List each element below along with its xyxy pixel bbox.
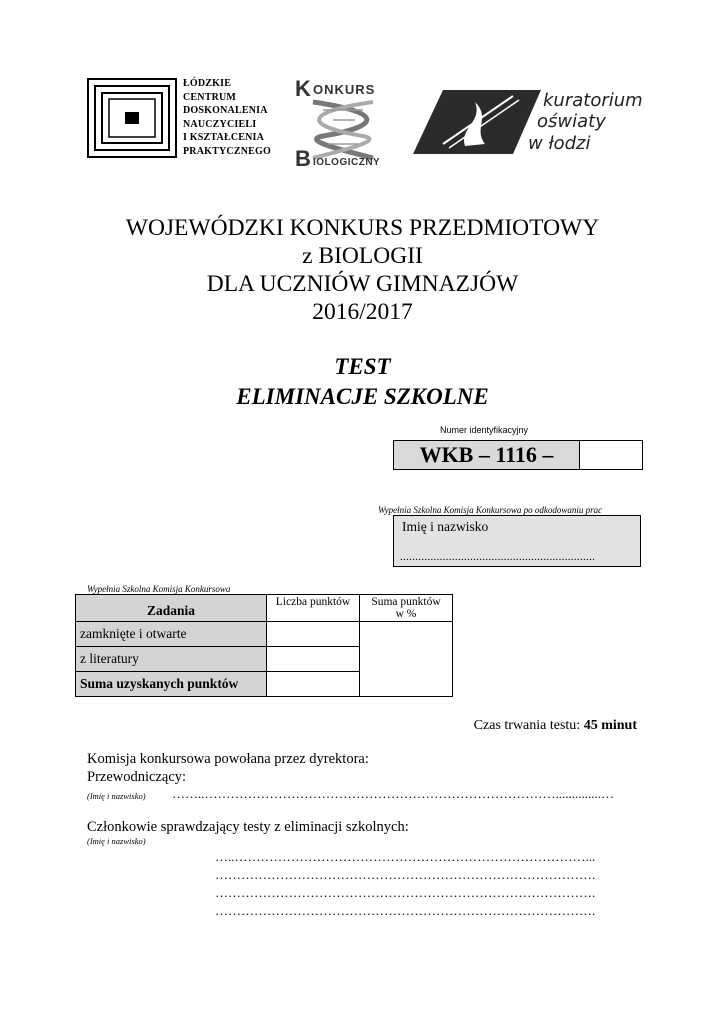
institution-line: I KSZTAŁCENIA	[183, 132, 265, 143]
id-suffix-field[interactable]	[580, 441, 642, 469]
w-lodzi-word: w łodzi	[528, 133, 591, 154]
chair-name-note: (Imię i nazwisko)	[87, 791, 146, 801]
test-heading	[0, 352, 725, 412]
kuratorium-oswiaty-logo	[413, 84, 643, 156]
commission-intro: Komisja konkursowa powołana przez dyrektora:	[87, 751, 369, 767]
oswiaty-word: oświaty	[537, 111, 606, 132]
member-signature-line[interactable]: …..………………………………………………………………………...	[215, 849, 596, 864]
member-signature-line[interactable]: …………………………………………………………………………….	[215, 885, 596, 900]
duration-value: 45 minut	[583, 718, 637, 733]
logo-initial-b: B	[295, 146, 311, 168]
name-label: Imię i nazwisko	[402, 519, 489, 534]
title-line: DLA UCZNIÓW GIMNAZJÓW	[206, 271, 519, 297]
institution-line: CENTRUM	[183, 91, 237, 103]
id-number-box	[393, 440, 643, 470]
row-label-literatura: z literatury	[76, 647, 267, 672]
test-title: TEST	[334, 354, 391, 379]
ldkn-institution-name	[183, 77, 271, 158]
institution-line: DOSKONALENIA	[183, 105, 268, 116]
title-line: z BIOLOGII	[302, 243, 423, 269]
member-signature-line[interactable]: …………………………………………………………………………….	[215, 867, 596, 882]
kuratorium-word: kuratorium	[543, 90, 643, 111]
name-caption: Wypełnia Szkolna Komisja Konkursowa po odkodowaniu prac	[378, 505, 603, 515]
logo-text-konkurs: ONKURS	[313, 82, 376, 97]
name-field-box[interactable]	[393, 515, 641, 567]
institution-line: NAUCZYCIELI	[183, 118, 257, 130]
table-row	[76, 622, 453, 647]
chair-signature-line[interactable]: ……..………………………………………………………………………..............…	[172, 786, 614, 801]
title-year: 2016/2017	[312, 299, 413, 325]
points-cell-suma[interactable]	[267, 672, 360, 697]
member-signature-line[interactable]: …………………………………………………………………………….	[215, 903, 596, 918]
members-label: Członkowie sprawdzający testy z eliminacji szkolnych:	[87, 819, 409, 835]
competition-title	[0, 214, 725, 326]
test-duration	[474, 718, 637, 734]
header-zadania: Zadania	[76, 595, 267, 622]
chair-label: Przewodniczący:	[87, 769, 187, 785]
header-suma-line: Suma punktów	[371, 596, 441, 608]
duration-label: Czas trwania testu:	[473, 718, 584, 733]
institution-line: ŁÓDZKIE	[183, 78, 232, 89]
institution-line: PRAKTYCZNEGO	[183, 145, 271, 157]
score-table	[75, 594, 453, 697]
title-line: WOJEWÓDZKI KONKURS PRZEDMIOTOWY	[125, 215, 600, 241]
ldkn-square-logo	[87, 78, 177, 158]
table-row	[76, 595, 453, 622]
name-dots-line: ................................................................	[400, 551, 596, 563]
header-liczba-punktow: Liczba punktów	[267, 595, 360, 622]
row-label-zamkniete: zamknięte i otwarte	[76, 622, 267, 647]
points-cell-zamkniete[interactable]	[267, 622, 360, 647]
konkurs-biologiczny-logo	[293, 74, 405, 168]
test-subtitle: ELIMINACJE SZKOLNE	[236, 384, 489, 409]
header-suma-punktow	[360, 595, 453, 622]
logo-initial-k: K	[295, 76, 311, 101]
row-label-suma: Suma uzyskanych punktów	[76, 672, 267, 697]
members-name-note: (Imię i nazwisko)	[87, 836, 146, 846]
points-cell-literatura[interactable]	[267, 647, 360, 672]
percent-cell[interactable]	[360, 622, 453, 697]
id-code: WKB – 1116 –	[394, 441, 580, 469]
score-caption: Wypełnia Szkolna Komisja Konkursowa	[87, 584, 231, 594]
id-caption: Numer identyfikacyjny	[440, 425, 529, 435]
header-percent-line: w %	[395, 608, 417, 620]
logo-text-biologiczny: IOLOGICZNY	[313, 157, 381, 168]
